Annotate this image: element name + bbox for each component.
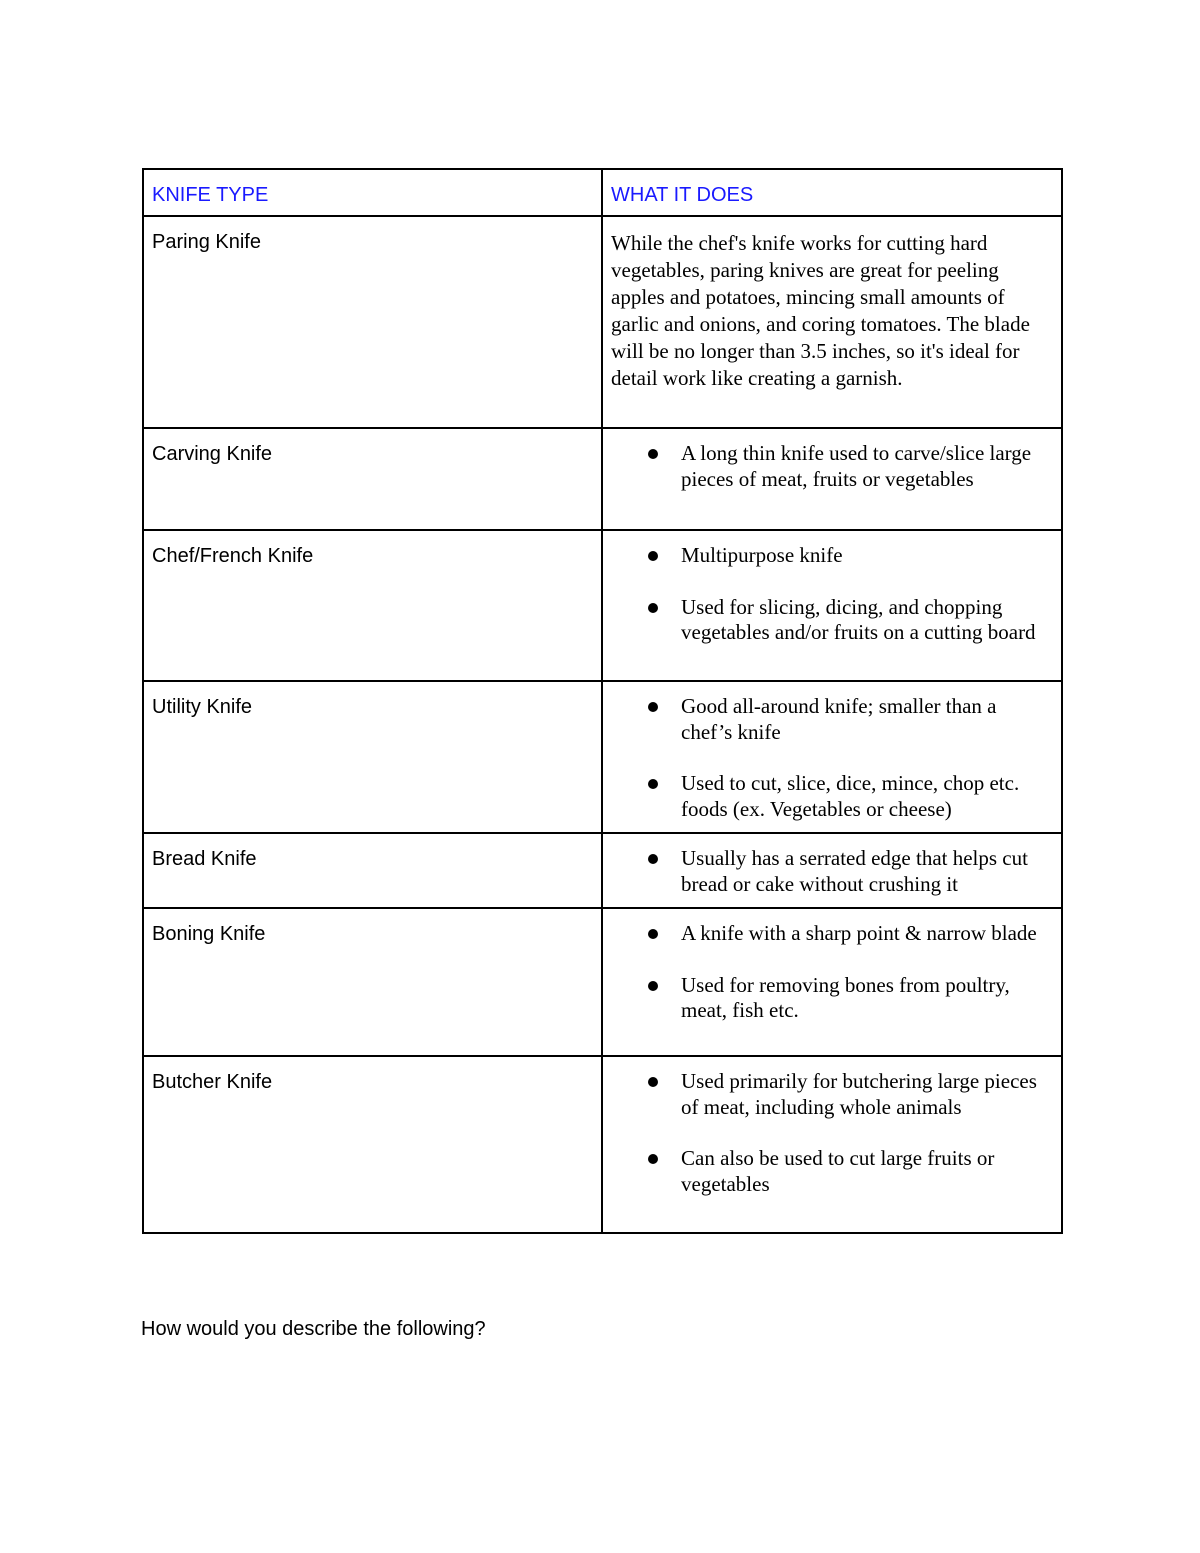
- description-cell: [602, 908, 1062, 1056]
- description-cell: [602, 530, 1062, 681]
- header-cell-knife-type: [143, 169, 602, 216]
- bullet-icon: [648, 929, 658, 939]
- type-cell: [143, 216, 602, 428]
- bullet-text: A knife with a sharp point & narrow blade: [681, 921, 1037, 945]
- list-item: [603, 973, 1047, 1024]
- bullet-text: Used for slicing, dicing, and chopping vegetables and/or fruits on a cutting board: [681, 594, 1036, 644]
- knife-type: Butcher Knife: [152, 1071, 273, 1093]
- description-cell: [602, 681, 1062, 833]
- bullet-text: Used to cut, slice, dice, mince, chop etc. foods (ex. Vegetables or cheese): [681, 771, 1020, 821]
- type-cell: [143, 1056, 602, 1233]
- bullet-list: [603, 429, 1061, 502]
- type-cell: [143, 428, 602, 530]
- table-row: [143, 1056, 1062, 1233]
- bullet-icon: [648, 854, 658, 864]
- type-cell: [143, 833, 602, 908]
- list-item: [603, 441, 1047, 492]
- list-item: [603, 921, 1047, 947]
- table-row: [143, 681, 1062, 833]
- bullet-text: Usually has a serrated edge that helps cut bread or cake without crushing it: [681, 846, 1028, 896]
- header-knife-type: KNIFE TYPE: [152, 184, 269, 206]
- list-item: [603, 846, 1047, 897]
- bullet-icon: [648, 779, 658, 789]
- list-item: [603, 543, 1047, 569]
- bullet-icon: [648, 1077, 658, 1087]
- list-item: [603, 694, 1047, 745]
- bullet-icon: [648, 1154, 658, 1164]
- bullet-text: Good all-around knife; smaller than a chef’s knife: [681, 694, 997, 744]
- question-prompt: How would you describe the following?: [141, 1318, 486, 1340]
- bullet-text: Multipurpose knife: [681, 543, 843, 567]
- type-cell: [143, 681, 602, 833]
- table-header-row: [143, 169, 1062, 216]
- bullet-list: [603, 834, 1061, 907]
- bullet-icon: [648, 551, 658, 561]
- table-row: [143, 530, 1062, 681]
- knife-table: [142, 168, 1063, 1234]
- knife-type: Boning Knife: [152, 923, 266, 945]
- type-cell: [143, 908, 602, 1056]
- bullet-text: A long thin knife used to carve/slice large pieces of meat, fruits or vegetables: [681, 441, 1032, 491]
- bullet-text: Can also be used to cut large fruits or vegetables: [681, 1146, 995, 1196]
- knife-type: Chef/French Knife: [152, 545, 314, 567]
- knife-type: Bread Knife: [152, 848, 257, 870]
- knife-type: Carving Knife: [152, 443, 273, 465]
- list-item: [603, 1146, 1047, 1197]
- bullet-icon: [648, 702, 658, 712]
- description-cell: [602, 833, 1062, 908]
- bullet-list: [603, 909, 1061, 1034]
- list-item: [603, 1069, 1047, 1120]
- knife-type: Paring Knife: [152, 231, 261, 253]
- table-row: [143, 428, 1062, 530]
- bullet-icon: [648, 603, 658, 613]
- header-what-it-does: WHAT IT DOES: [611, 184, 754, 206]
- description-cell: [602, 1056, 1062, 1233]
- knife-description: While the chef's knife works for cutting hard vegetables, paring knives are great for peeling apples and potatoes, mincing small amounts of garlic and onions, and coring tomatoes. The blade will be no longer than 3.5 inches, so it's ideal for detail work like creating a garnish.: [611, 231, 1030, 390]
- bullet-list: [603, 531, 1061, 656]
- bullet-list: [603, 682, 1061, 832]
- bullet-text: Used primarily for butchering large pieces of meat, including whole animals: [681, 1069, 1037, 1119]
- bullet-icon: [648, 449, 658, 459]
- header-cell-what-it-does: [602, 169, 1062, 216]
- list-item: [603, 771, 1047, 822]
- description-cell: [602, 216, 1062, 428]
- table-row: [143, 908, 1062, 1056]
- table-row: [143, 216, 1062, 428]
- list-item: [603, 595, 1047, 646]
- description-cell: [602, 428, 1062, 530]
- knife-type: Utility Knife: [152, 696, 253, 718]
- bullet-icon: [648, 981, 658, 991]
- type-cell: [143, 530, 602, 681]
- bullet-text: Used for removing bones from poultry, meat, fish etc.: [681, 972, 1010, 1022]
- bullet-list: [603, 1057, 1061, 1207]
- table-row: [143, 833, 1062, 908]
